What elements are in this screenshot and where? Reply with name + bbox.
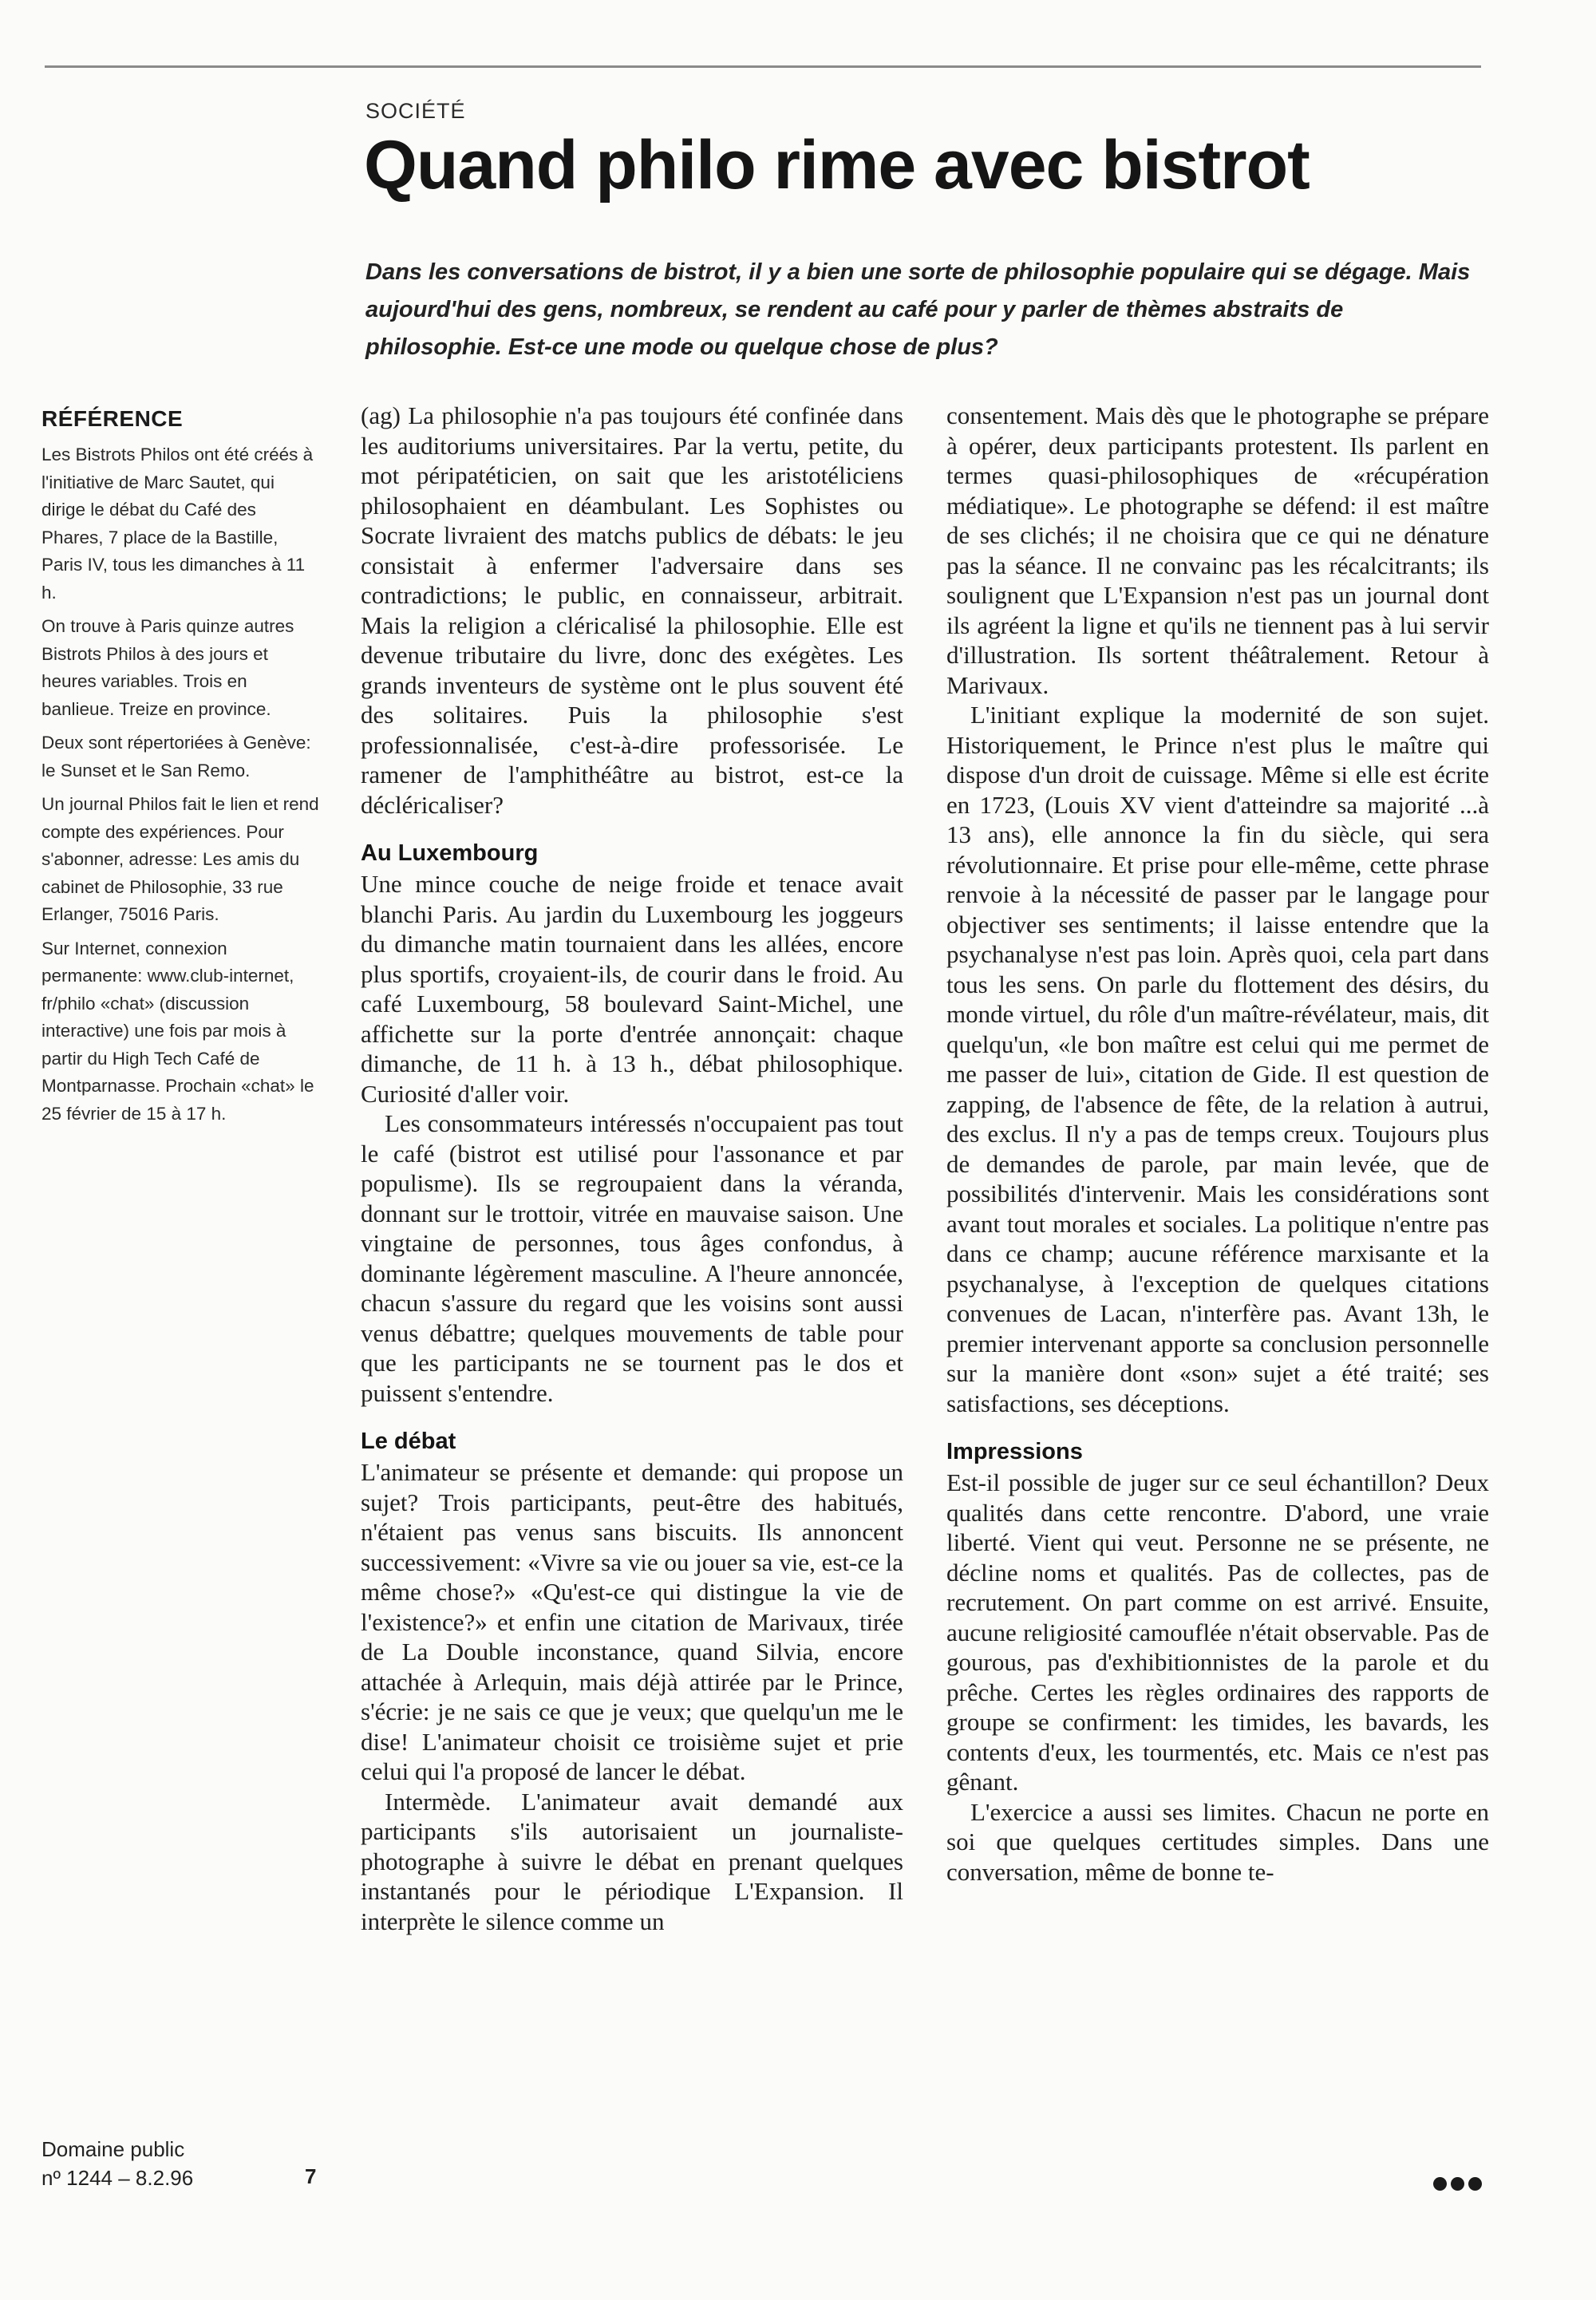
headline: Quand philo rime avec bistrot	[364, 127, 1310, 204]
section-label: SOCIÉTÉ	[365, 99, 466, 123]
subheading-le-debat: Le débat	[361, 1429, 456, 1454]
article-column-2	[946, 401, 1489, 1887]
publication-name: Domaine public	[41, 2137, 185, 2161]
article-paragraph: Est-il possible de juger sur ce seul échantillon? Deux qualités dans cette rencontre. D'abord, une vraie liberté. Vient qui veut. Personne ne se présente, ne décline noms et qualités. Pas de collectes, pas de recrutement. On part comme on est arrivé. Ensuite, aucune religiosité camouflée n'était observable. Pas de gourous, pas d'exhibitionnistes de la parole et du prêche. Certes les règles ordinaires des rapports de groupe se confirment: les timides, les bavards, les contents d'eux, les tourmentés, etc. Mais ce n'est pas gênant.	[946, 1468, 1489, 1796]
article-paragraph: Une mince couche de neige froide et tenace avait blanchi Paris. Au jardin du Luxembourg les joggeurs du dimanche matin tournaient dans les allées, encore plus sportifs, croyaient-ils, de courir dans le froid. Au café Luxembourg, 58 boulevard Saint-Michel, une affichette sur la porte d'entrée annonçait: chaque dimanche, de 11 h. à 13 h., débat philosophique. Curiosité d'aller voir.	[361, 870, 903, 1108]
article-paragraph: L'exercice a aussi ses limites. Chacun ne porte en soi que quelques certitudes simples. Dans une conversation, même de bonne te-	[946, 1797, 1489, 1886]
top-rule	[45, 65, 1481, 68]
sidebar-paragraph: Deux sont répertoriées à Genève: le Sunset et le San Remo.	[41, 733, 311, 780]
continued-marker-icon	[1433, 2177, 1489, 2191]
page-footer	[41, 2135, 329, 2192]
reference-sidebar	[41, 403, 322, 1134]
article-paragraph: Intermède. L'animateur avait demandé aux participants s'ils autorisaient un journaliste-photographe à suivre le débat en prenant quelques instantanés pour le périodique L'Expansion. Il interprète le silence comme un	[361, 1787, 903, 1935]
sidebar-paragraph: Un journal Philos fait le lien et rend compte des expériences. Pour s'abonner, adresse: Les amis du cabinet de Philosophie, 33 rue Erlanger, 75016 Paris.	[41, 794, 319, 924]
article-paragraph: Les consommateurs intéressés n'occupaient pas tout le café (bistrot est utilisé pour l'assonance et par populisme). Ils se regroupaient dans la véranda, donnant sur le trottoir, vitrée en mauvaise saison. Une vingtaine de personnes, tous âges confondus, à dominante légèrement masculine. A l'heure annoncée, chacun s'assure du regard que les voisins sont aussi venus débattre; quelques mouvements de table pour que les participants ne se tournent pas le dos et puissent s'entendre.	[361, 1109, 903, 1407]
subheading-impressions: Impressions	[946, 1439, 1083, 1464]
article-paragraph: (ag) La philosophie n'a pas toujours été confinée dans les auditoriums universitaires. Par la vertu, petite, du mot péripatéticien, on sait que les aristotéliciens philosophaient en déambulant. Les Sophistes ou Socrate livraient des matchs publics de débats: le jeu consistait à enfermer l'adversaire dans ses contradictions; le public, en connaisseur, arbitrait. Mais la religion a cléricalisé la philosophie. Elle est devenue tributaire du livre, donc des exégètes. Les grands inventeurs de système ont le plus souvent été des solitaires. Puis la philosophie s'est professionnalisée, c'est-à-dire professorisée. Le ramener de l'amphithéâtre au bistrot, est-ce la décléricaliser?	[361, 401, 903, 819]
issue-number: nº 1244 – 8.2.96	[41, 2166, 194, 2190]
article-paragraph: consentement. Mais dès que le photographe se prépare à opérer, deux participants protestent. Ils parlent en termes quasi-philosophiques de «récupération médiatique». Le photographe se défend: il est maître de ses clichés; il ne choisira que ce qui ne dénature pas la séance. Il ne convainc pas les récalcitrants; ils soulignent que L'Expansion n'est pas un journal dont ils agréent la ligne et qu'ils ne tiennent pas à lui servir d'illustration. Ils sortent théâtralement. Retour à Marivaux.	[946, 401, 1489, 699]
sidebar-title: RÉFÉRENCE	[41, 406, 184, 431]
sidebar-paragraph: Les Bistrots Philos ont été créés à l'initiative de Marc Sautet, qui dirige le débat du Café des Phares, 7 place de la Bastille, Paris IV, tous les dimanches à 11 h.	[41, 445, 314, 603]
sidebar-paragraph: Sur Internet, connexion permanente: www.club-internet, fr/philo «chat» (discussion interactive) une fois par mois à partir du High Tech Café de Montparnasse. Prochain «chat» le 25 février de 15 à 17 h.	[41, 938, 314, 1124]
article-paragraph: L'initiant explique la modernité de son sujet. Historiquement, le Prince n'est plus le maître qui dispose d'un droit de cuissage. Même si elle est écrite en 1723, (Louis XV vient d'atteindre sa majorité ...à 13 ans), elle annonce la fin du siècle, qui sera révolutionnaire. Et prise pour elle-même, cette phrase renvoie à la nécessité de passer par le langage pour objectiver ses sentiments; il laisse entendre que la psychanalyse n'est pas loin. Après quoi, cela part dans tous les sens. On parle du flottement des désirs, du monde virtuel, du rôle d'un maître-révélateur, mais, dit quelqu'un, «le bon maître est celui qui me permet de me passer de lui», citation de Gide. Il est question de zapping, de l'absence de fête, de la relation à autrui, des exclus. Il n'y a pas de temps creux. Toujours plus de demandes de parole, par main levée, que de possibilités d'intervenir. Mais les considérations sont avant tout morales et sociales. La politique n'entre pas dans ce champ; aucune référence marxisante et la psychanalyse, à l'exception de quelques citations convenues de Lacan, n'interfère pas. Avant 13h, le premier intervenant apporte sa conclusion personnelle sur la manière dont «son» sujet a été traité; ses satisfactions, ses déceptions.	[946, 701, 1489, 1417]
page-number: 7	[305, 2164, 317, 2188]
sidebar-paragraph: On trouve à Paris quinze autres Bistrots Philos à des jours et heures variables. Trois en banlieue. Treize en province.	[41, 616, 294, 719]
article-column-1	[361, 401, 903, 1936]
standfirst: Dans les conversations de bistrot, il y a bien une sorte de philosophie populaire qui se dégage. Mais aujourd'hui des gens, nombreux, se rendent au café pour y parler de thèmes abstraits de philosophie. Est-ce une mode ou quelque chose de plus?	[365, 259, 1471, 360]
subheading-au-luxembourg: Au Luxembourg	[361, 840, 539, 866]
article-paragraph: L'animateur se présente et demande: qui propose un sujet? Trois participants, peut-être des habitués, n'étaient pas venus sans biscuits. Ils annoncent successivement: «Vivre sa vie ou jouer sa vie, est-ce la même chose?» «Qu'est-ce qui distingue la vie de l'existence?» et enfin une citation de Marivaux, tirée de La Double inconstance, quand Silvia, encore attachée à Arlequin, mais déjà attirée par le Prince, s'écrie: je ne sais ce que je veux; que quelqu'un me le dise! L'animateur choisit ce troisième sujet et prie celui qui l'a proposé de lancer le débat.	[361, 1458, 903, 1785]
